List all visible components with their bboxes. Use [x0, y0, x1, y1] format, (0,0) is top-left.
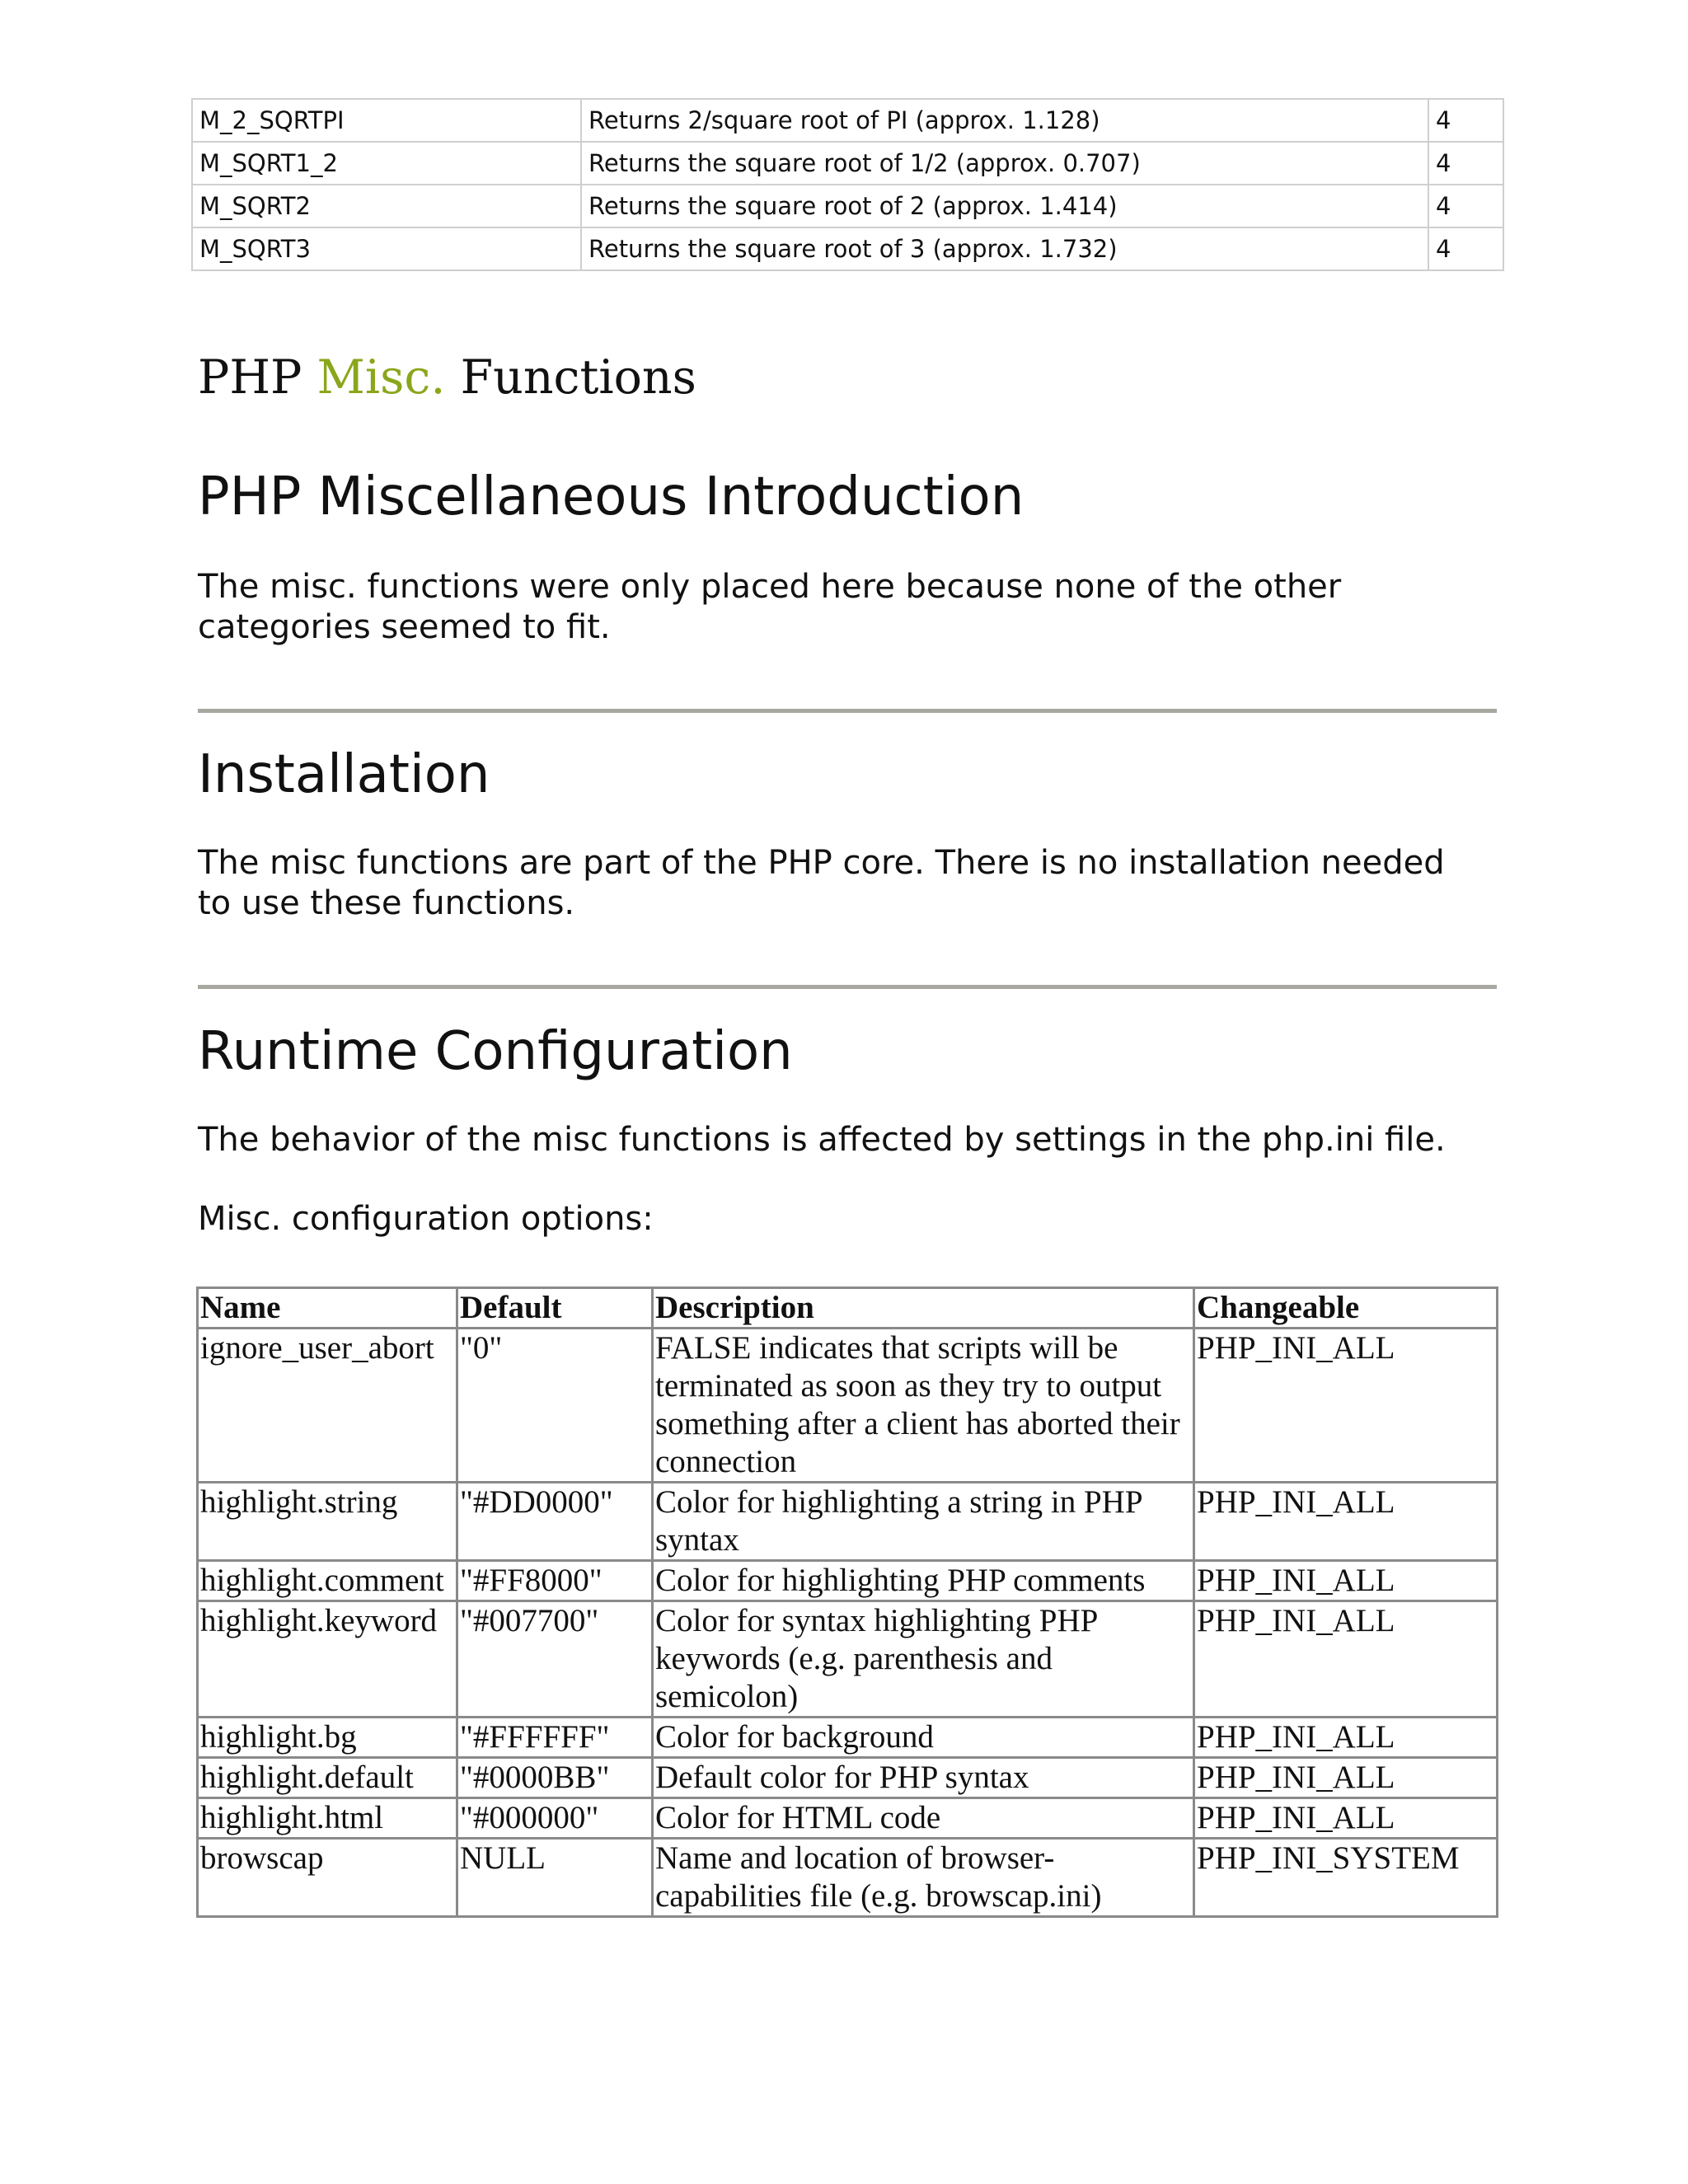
- option-default: "#FFFFFF": [457, 1718, 653, 1758]
- constant-description: Returns 2/square root of PI (approx. 1.128): [581, 99, 1428, 142]
- option-description: Color for HTML code: [653, 1798, 1194, 1839]
- option-description: Color for background: [653, 1718, 1194, 1758]
- table-row: [192, 142, 1503, 185]
- table-row: [198, 1839, 1498, 1917]
- option-changeable: PHP_INI_ALL: [1194, 1798, 1498, 1839]
- constant-version: 4: [1428, 185, 1503, 227]
- constant-version: 4: [1428, 227, 1503, 270]
- option-changeable: PHP_INI_ALL: [1194, 1601, 1498, 1718]
- installation-text: The misc functions are part of the PHP core. There is no installation needed to use these functions.: [198, 844, 1445, 922]
- option-default: "0": [457, 1329, 653, 1483]
- math-constants-table: [191, 98, 1504, 271]
- table-row: [192, 99, 1503, 142]
- table-row: [198, 1758, 1498, 1798]
- constant-name: M_2_SQRTPI: [192, 99, 581, 142]
- option-description: Color for syntax highlighting PHP keywords (e.g. parenthesis and semicolon): [653, 1601, 1194, 1718]
- option-description: Color for highlighting a string in PHP syntax: [653, 1483, 1194, 1561]
- table-row: [192, 185, 1503, 227]
- option-name: highlight.default: [198, 1758, 457, 1798]
- intro-text: The misc. functions were only placed here because none of the other categories seemed to fit.: [198, 568, 1342, 646]
- option-name: highlight.bg: [198, 1718, 457, 1758]
- option-name: browscap: [198, 1839, 457, 1917]
- option-changeable: PHP_INI_ALL: [1194, 1758, 1498, 1798]
- runtime-heading: Runtime Configuration: [198, 1021, 793, 1082]
- table-row: [198, 1483, 1498, 1561]
- constant-description: Returns the square root of 3 (approx. 1.732): [581, 227, 1428, 270]
- title-suffix: Functions: [460, 350, 696, 405]
- option-description: Default color for PHP syntax: [653, 1758, 1194, 1798]
- option-name: highlight.keyword: [198, 1601, 457, 1718]
- option-changeable: PHP_INI_SYSTEM: [1194, 1839, 1498, 1917]
- constant-version: 4: [1428, 99, 1503, 142]
- constant-name: M_SQRT3: [192, 227, 581, 270]
- option-default: "#DD0000": [457, 1483, 653, 1561]
- constant-name: M_SQRT2: [192, 185, 581, 227]
- column-header-name: Name: [198, 1288, 457, 1329]
- option-description: Color for highlighting PHP comments: [653, 1561, 1194, 1601]
- option-changeable: PHP_INI_ALL: [1194, 1561, 1498, 1601]
- table-row: [198, 1601, 1498, 1718]
- table-row: [198, 1561, 1498, 1601]
- constant-description: Returns the square root of 1/2 (approx. 0.707): [581, 142, 1428, 185]
- option-default: "#0000BB": [457, 1758, 653, 1798]
- option-default: "#000000": [457, 1798, 653, 1839]
- config-options-table: [196, 1286, 1498, 1918]
- option-name: ignore_user_abort: [198, 1329, 457, 1483]
- option-default: NULL: [457, 1839, 653, 1917]
- installation-heading: Installation: [198, 744, 490, 805]
- constant-description: Returns the square root of 2 (approx. 1.414): [581, 185, 1428, 227]
- column-header-default: Default: [457, 1288, 653, 1329]
- option-description: Name and location of browser-capabilities file (e.g. browscap.ini): [653, 1839, 1194, 1917]
- options-label: Misc. configuration options:: [198, 1200, 654, 1238]
- column-header-changeable: Changeable: [1194, 1288, 1498, 1329]
- option-default: "#FF8000": [457, 1561, 653, 1601]
- title-prefix: PHP: [198, 350, 302, 405]
- section-title: [198, 350, 696, 405]
- table-row: [198, 1798, 1498, 1839]
- option-name: highlight.string: [198, 1483, 457, 1561]
- divider: [198, 709, 1497, 713]
- intro-heading: PHP Miscellaneous Introduction: [198, 466, 1025, 527]
- option-changeable: PHP_INI_ALL: [1194, 1329, 1498, 1483]
- table-row: [198, 1718, 1498, 1758]
- option-default: "#007700": [457, 1601, 653, 1718]
- option-name: highlight.comment: [198, 1561, 457, 1601]
- column-header-description: Description: [653, 1288, 1194, 1329]
- option-changeable: PHP_INI_ALL: [1194, 1483, 1498, 1561]
- constant-name: M_SQRT1_2: [192, 142, 581, 185]
- table-row: [198, 1329, 1498, 1483]
- option-description: FALSE indicates that scripts will be terminated as soon as they try to output something after a client has aborted their connection: [653, 1329, 1194, 1483]
- option-name: highlight.html: [198, 1798, 457, 1839]
- runtime-text: The behavior of the misc functions is affected by settings in the php.ini file.: [198, 1121, 1446, 1159]
- table-header-row: [198, 1288, 1498, 1329]
- divider: [198, 985, 1497, 989]
- option-changeable: PHP_INI_ALL: [1194, 1718, 1498, 1758]
- constant-version: 4: [1428, 142, 1503, 185]
- title-accent: Misc.: [316, 350, 446, 405]
- table-row: [192, 227, 1503, 270]
